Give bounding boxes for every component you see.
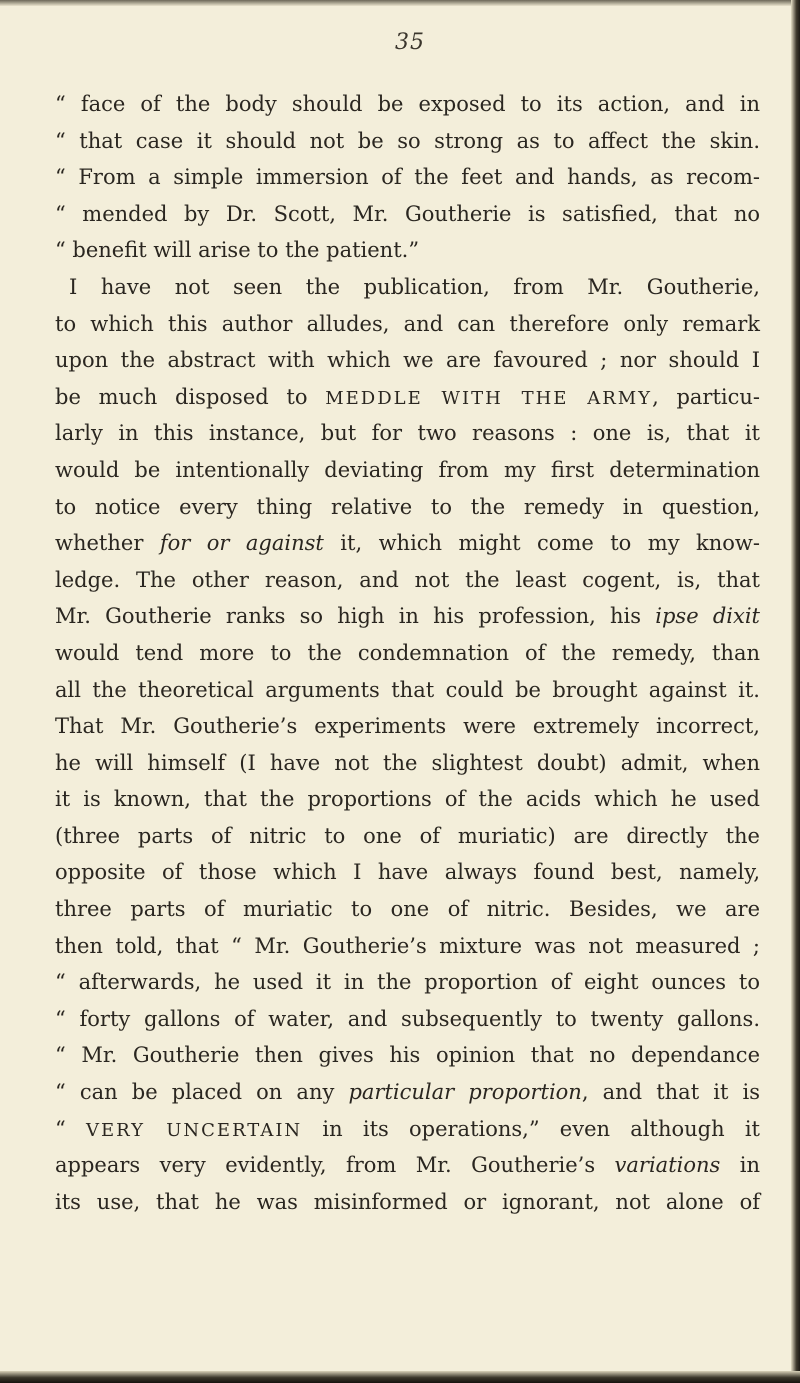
- text-line: “ forty gallons of water, and subsequently to twenty gallons.: [55, 1006, 760, 1031]
- text-line: “ can be placed on any particular proportion, and that it is: [55, 1080, 761, 1105]
- text-line: (three parts of nitric to one of muriatic) are directly the: [55, 823, 760, 848]
- text-line: opposite of those which I have always found best, namely,: [55, 860, 760, 885]
- text-line: “ From a simple immersion of the feet and hands, as recom-: [55, 165, 760, 190]
- body-text: [55, 86, 760, 1220]
- text-line: Mr. Goutherie ranks so high in his profession, his ipse dixit: [55, 604, 760, 629]
- page-right-edge: [791, 0, 800, 1383]
- page-number: 35: [395, 30, 425, 55]
- text-line: “ Mr. Goutherie then gives his opinion that no dependance: [55, 1043, 760, 1068]
- text-line: “ face of the body should be exposed to its action, and in: [55, 92, 760, 116]
- text-line: all the theoretical arguments that could be brought against it.: [55, 677, 760, 702]
- text-line: he will himself (I have not the slightest doubt) admit, when: [55, 750, 760, 775]
- text-line: upon the abstract with which we are favoured ; nor should I: [55, 348, 760, 373]
- text-line: “ that case it should not be so strong as to affect the skin.: [55, 128, 760, 153]
- text-line: three parts of muriatic to one of nitric. Besides, we are: [55, 897, 760, 922]
- page-bottom-edge: [0, 1371, 800, 1383]
- text-line: then told, that “ Mr. Goutherie’s mixture was not measured ;: [55, 933, 760, 958]
- text-line: its use, that he was misinformed or ignorant, not alone of: [55, 1189, 760, 1214]
- text-line: That Mr. Goutherie’s experiments were extremely incorrect,: [55, 714, 760, 739]
- paragraph-start-line: I have not seen the publication, from Mr. Goutherie,: [69, 274, 760, 299]
- text-line: larly in this instance, but for two reasons : one is, that it: [55, 421, 760, 446]
- text-line: “ mended by Dr. Scott, Mr. Goutherie is satisfied, that no: [55, 201, 760, 226]
- text-line: “ benefit will arise to the patient.”: [55, 238, 420, 263]
- text-line: to notice every thing relative to the remedy in question,: [55, 494, 760, 519]
- text-line: ledge. The other reason, and not the least cogent, is, that: [55, 567, 760, 592]
- text-line: it is known, that the proportions of the acids which he used: [55, 787, 760, 812]
- text-line: appears very evidently, from Mr. Goutherie’s variations in: [55, 1153, 760, 1178]
- text-line: would be intentionally deviating from my first determination: [55, 457, 760, 482]
- text-line: “ afterwards, he used it in the proportion of eight ounces to: [55, 970, 760, 995]
- text-line: would tend more to the condemnation of the remedy, than: [55, 640, 760, 665]
- text-line: “ VERY UNCERTAIN in its operations,” even although it: [55, 1116, 760, 1141]
- text-line: whether for or against it, which might come to my know-: [55, 531, 760, 556]
- text-line: be much disposed to MEDDLE WITH THE ARMY, particu-: [55, 384, 760, 409]
- text-line: to which this author alludes, and can therefore only remark: [55, 311, 760, 336]
- page-top-edge: [0, 0, 800, 6]
